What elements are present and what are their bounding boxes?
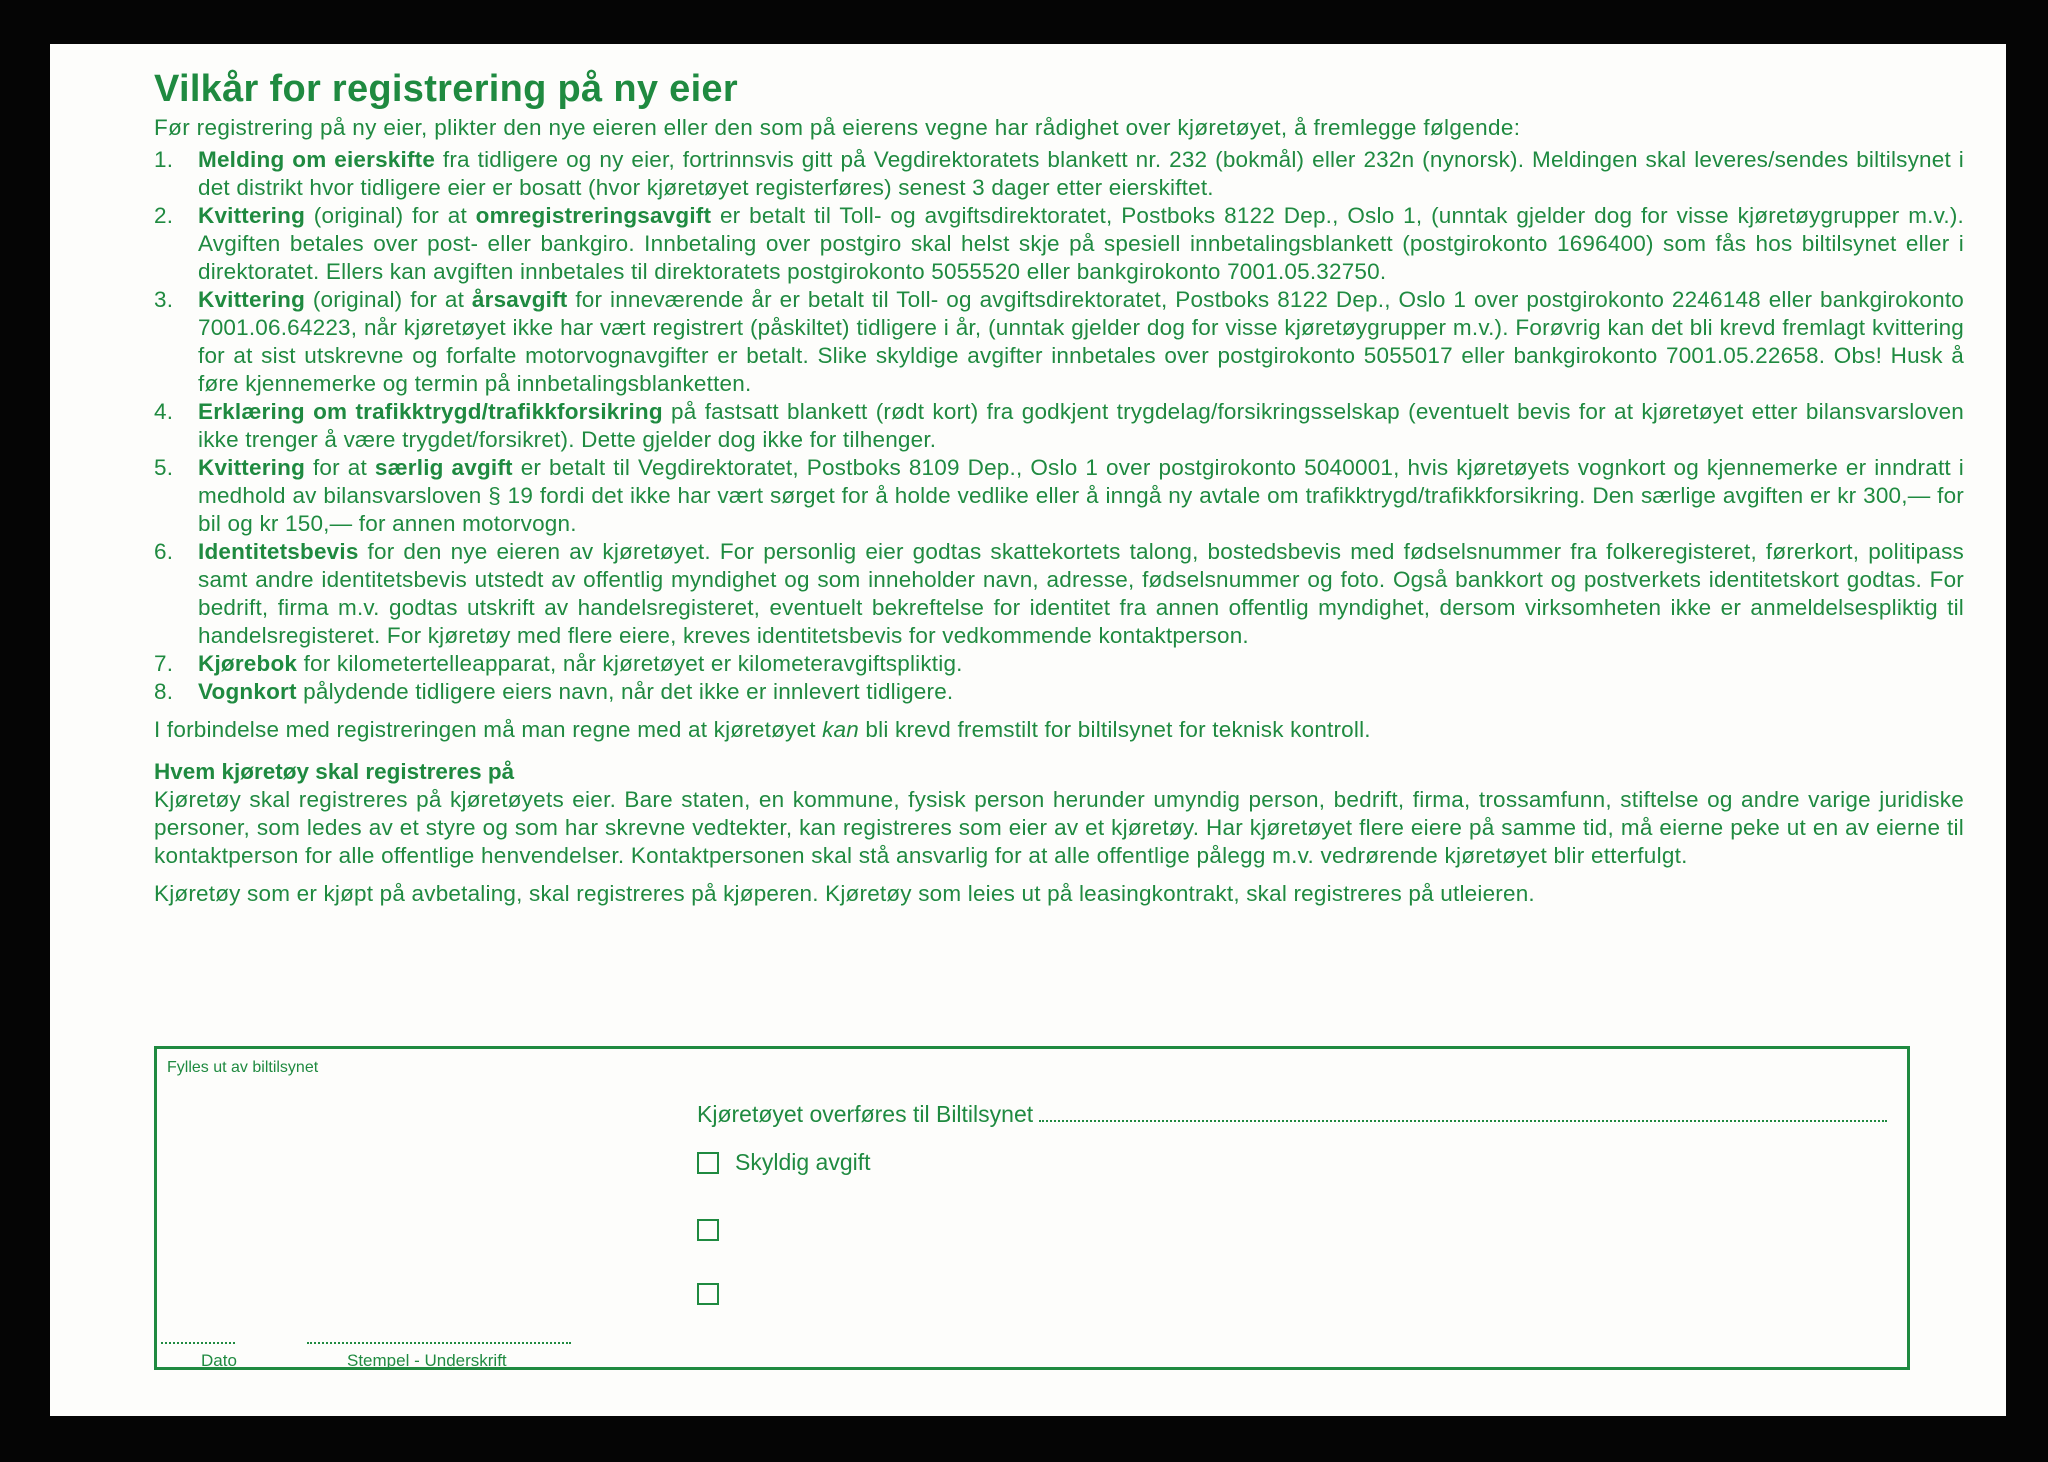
office-box-label: Fylles ut av biltilsynet [167, 1059, 319, 1076]
stamp-signature-label: Stempel - Underskrift [347, 1351, 507, 1370]
signature-dotted-line [307, 1341, 571, 1344]
skyldig-avgift-label: Skyldig avgift [735, 1149, 871, 1175]
section-text: Kjøretøy skal registreres på kjøretøyets eier. Bare staten, en kommune, fysisk person herunder umyndig person, bedrift, firma, trossamfunn, stiftelse og andre varige juridiske personer, som ledes av et styre og som har skrevne vedtekter, kan registreres som eier av et kjøretøy. Har kjøretøyet flere eiere på samme tid, må eierne peke ut en av eierne til kontaktperson for alle offentlige henvendelser. Kontaktpersonen skal stå ansvarlig for at alle offentlige pålegg m.v. vedrørende kjøretøyet blir etterfulgt. [154, 787, 1964, 868]
transfer-field[interactable] [697, 1101, 1887, 1128]
form-card [50, 44, 2006, 1416]
skyldig-avgift-checkbox[interactable] [697, 1152, 719, 1174]
page-title: Vilkår for registrering på ny eier [154, 68, 738, 110]
transfer-dotted-line [1039, 1119, 1887, 1122]
checkbox-row-skyldig-avgift [697, 1149, 871, 1176]
list-item: 3. Kvittering (original) for at årsavgift for inneværende år er betalt til Toll- og avgiftsdirektoratet, Postboks 8122 Dep., Oslo 1 over postgirokonto 2246148 eller bankgirokonto 7001.06.64223, når kjøretøyet ikke har vært registrert (påskiltet) tidligere i år, (unntak gjelder dog for visse kjøretøygrupper m.v.). Forøvrig kan det bli krevd fremlagt kvittering for at sist utskrevne og forfalte motorvognavgifter er betalt. Slike skyldige avgifter innbetales over postgirokonto 5055017 eller bankgirokonto 7001.05.22658. Obs! Husk å føre kjennemerke og termin på innbetalingsblanketten. [154, 287, 1964, 396]
inspection-note: I forbindelse med registreringen må man regne med at kjøretøyet kan bli krevd fremstilt for biltilsynet for teknisk kontroll. [154, 717, 1371, 742]
list-item: 6. Identitetsbevis for den nye eieren av kjøretøyet. For personlig eier godtas skattekortets talong, bostedsbevis med fødselsnummer fra folkeregisteret, førerkort, politipass samt andre identitetsbevis utstedt av offentlig myndighet og som inneholder navn, adresse, fødselsnummer og foto. Også bankkort og postverkets identitetskort godtas. For bedrift, firma m.v. godtas utskrift av handelsregisteret, eventuelt bekreftelse for identitet fra annen offentlig myndighet, dersom virksomheten ikke er anmeldelsespliktig til handelsregisteret. For kjøretøy med flere eiere, kreves identitetsbevis for vedkommende kontaktperson. [154, 539, 1964, 648]
date-dotted-line [161, 1341, 235, 1344]
checkbox-row-blank-1 [697, 1219, 719, 1241]
list-item: 5. Kvittering for at særlig avgift er betalt til Vegdirektoratet, Postboks 8109 Dep., Oslo 1 over postgirokonto 5040001, hvis kjøretøyets vognkort og kjennemerke er inndratt i medhold av bilansvarsloven § 19 fordi det ikke har vært sørget for å holde vedlike eller å inngå ny avtale om trafikktrygd/trafikkforsikring. Den særlige avgiften er kr 300,— for bil og kr 150,— for annen motorvogn. [154, 455, 1964, 536]
list-item: 8. Vognkort pålydende tidligere eiers navn, når det ikke er innlevert tidligere. [154, 679, 954, 704]
office-use-box [154, 1046, 1910, 1370]
form-content [154, 66, 1964, 908]
checkbox-row-blank-2 [697, 1283, 719, 1305]
intro-text: Før registrering på ny eier, plikter den nye eieren eller den som på eierens vegne har rådighet over kjøretøyet, å fremlegge følgende: [154, 115, 1521, 140]
section-text-2: Kjøretøy som er kjøpt på avbetaling, skal registreres på kjøperen. Kjøretøy som leies ut på leasingkontrakt, skal registreres på utleieren. [154, 881, 1535, 906]
list-item: 2. Kvittering (original) for at omregistreringsavgift er betalt til Toll- og avgiftsdirektoratet, Postboks 8122 Dep., Oslo 1, (unntak gjelder dog for visse kjøretøygrupper m.v.). Avgiften betales over post- eller bankgiro. Innbetaling over postgiro skal helst skje på spesiell innbetalingsblankett (postgirokonto 1696400) som fås hos biltilsynet eller i direktoratet. Ellers kan avgiften innbetales til direktoratets postgirokonto 5055520 eller bankgirokonto 7001.05.32750. [154, 203, 1964, 284]
list-item: 7. Kjørebok for kilometertelleapparat, når kjøretøyet er kilometeravgiftspliktig. [154, 651, 963, 676]
section-heading: Hvem kjøretøy skal registreres på [154, 759, 515, 784]
requirements-list [154, 146, 1964, 706]
list-item: 1. Melding om eierskifte fra tidligere og ny eier, fortrinnsvis gitt på Vegdirektoratets blankett nr. 232 (bokmål) eller 232n (nynorsk). Meldingen skal leveres/sendes biltilsynet i det distrikt hvor tidligere eier er bosatt (hvor kjøretøyet registerføres) senest 3 dager etter eierskiftet. [154, 147, 1964, 200]
blank-checkbox-2[interactable] [697, 1283, 719, 1305]
transfer-label: Kjøretøyet overføres til Biltilsynet [697, 1101, 1034, 1127]
blank-checkbox-1[interactable] [697, 1219, 719, 1241]
list-item: 4. Erklæring om trafikktrygd/trafikkforsikring på fastsatt blankett (rødt kort) fra godkjent trygdelag/forsikringsselskap (eventuelt bevis for at kjøretøyet etter bilansvarsloven ikke trenger å være trygdet/forsikret). Dette gjelder dog ikke for tilhenger. [154, 399, 1965, 452]
date-label: Dato [201, 1351, 237, 1370]
